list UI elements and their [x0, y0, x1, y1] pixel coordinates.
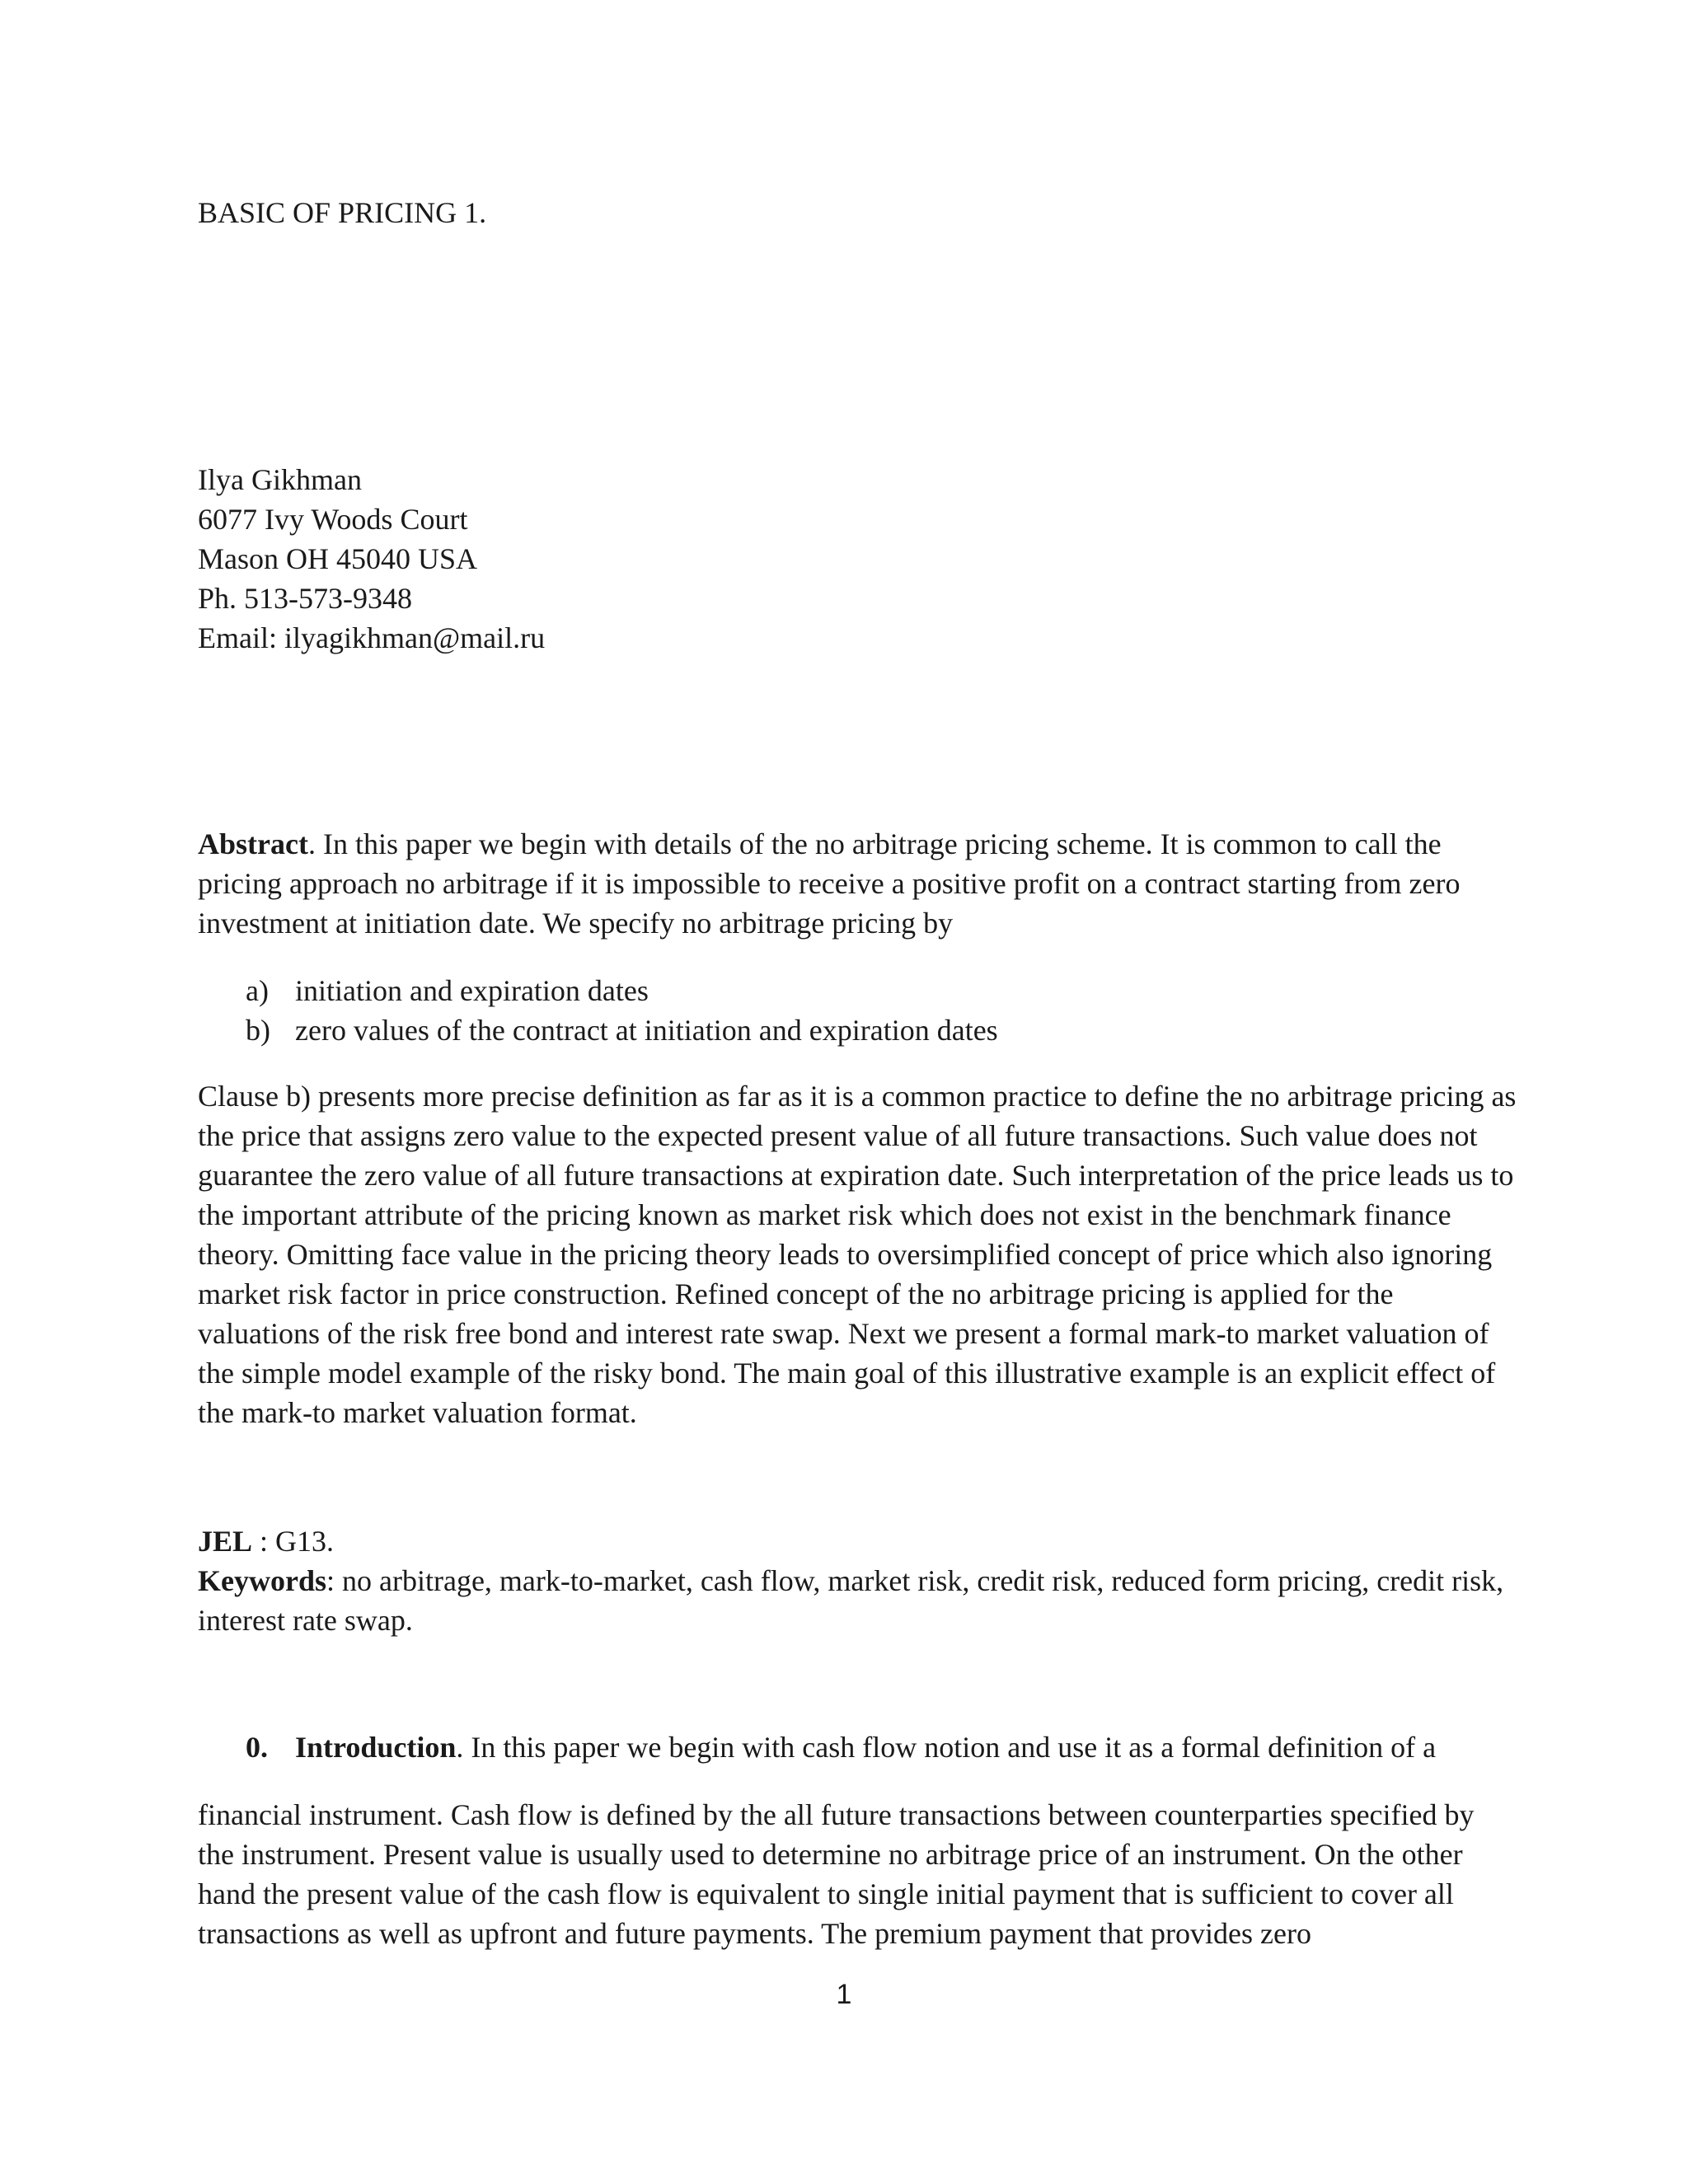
- list-item-text: zero values of the contract at initiation and expiration dates: [295, 1014, 998, 1047]
- list-item: [246, 971, 1482, 1010]
- clause-paragraph: Clause b) presents more precise definition as far as it is a common practice to define the no arbitrage pricing as the price that assigns zero value to the expected present value of all future transactions. Such value does not guarantee the zero value of all future transactions at expiration date. Such interpretation of the price leads us to the important attribute of the pricing known as market risk which does not exist in the benchmark finance theory. Omitting face value in the pricing theory leads to oversimplified concept of price which also ignoring market risk factor in price construction. Refined concept of the no arbitrage pricing is applied for the valuations of the risk free bond and interest rate swap. Next we present a formal mark-to market valuation of the simple model example of the risky bond. The main goal of this illustrative example is an explicit effect of the mark-to market valuation format.: [198, 1080, 1517, 1429]
- list-item: [246, 1010, 1482, 1050]
- keywords-value: : no arbitrage, mark-to-market, cash flow, market risk, credit risk, reduced form pricing, credit risk, interest rate swap.: [198, 1564, 1504, 1637]
- introduction-lead: . In this paper we begin with cash flow notion and use it as a formal definition of a: [456, 1731, 1437, 1764]
- jel-line: [198, 1521, 1517, 1561]
- keywords-label: Keywords: [198, 1564, 326, 1597]
- list-item-marker: a): [246, 974, 269, 1007]
- abstract-paragraph: [198, 824, 1517, 943]
- jel-value: : G13.: [252, 1525, 335, 1558]
- paper-title: BASIC OF PRICING 1.: [198, 196, 487, 229]
- introduction-paragraph: financial instrument. Cash flow is defined by the all future transactions between counterparties specified by the instrument. Present value is usually used to determine no arbitrage price of an instrument. On the other hand the present value of the cash flow is equivalent to single initial payment that is sufficient to cover all transactions as well as upfront and future payments. The premium payment that provides zero: [198, 1798, 1475, 1950]
- author-phone: Ph. 513-573-9348: [198, 582, 412, 615]
- abstract-label: Abstract: [198, 827, 308, 860]
- section-label: Introduction: [295, 1731, 457, 1764]
- spec-list: [246, 971, 1482, 1050]
- list-item-text: initiation and expiration dates: [295, 974, 649, 1007]
- author-block: [198, 460, 1517, 658]
- classification-block: [198, 1521, 1517, 1640]
- page-number: 1: [836, 1979, 852, 2010]
- section-number: 0.: [246, 1731, 268, 1764]
- introduction-heading: [246, 1727, 1531, 1767]
- abstract-text: . In this paper we begin with details of the no arbitrage pricing scheme. It is common to call the pricing approach no arbitrage if it is impossible to receive a positive profit on a contract starting from zero investment at initiation date. We specify no arbitrage pricing by: [198, 827, 1461, 940]
- keywords-line: [198, 1561, 1517, 1640]
- author-address-line1: 6077 Ivy Woods Court: [198, 503, 468, 536]
- author-address-line2: Mason OH 45040 USA: [198, 542, 478, 575]
- author-name: Ilya Gikhman: [198, 463, 362, 496]
- list-item-marker: b): [246, 1014, 270, 1047]
- author-email: Email: ilyagikhman@mail.ru: [198, 621, 546, 654]
- jel-label: JEL: [198, 1525, 253, 1558]
